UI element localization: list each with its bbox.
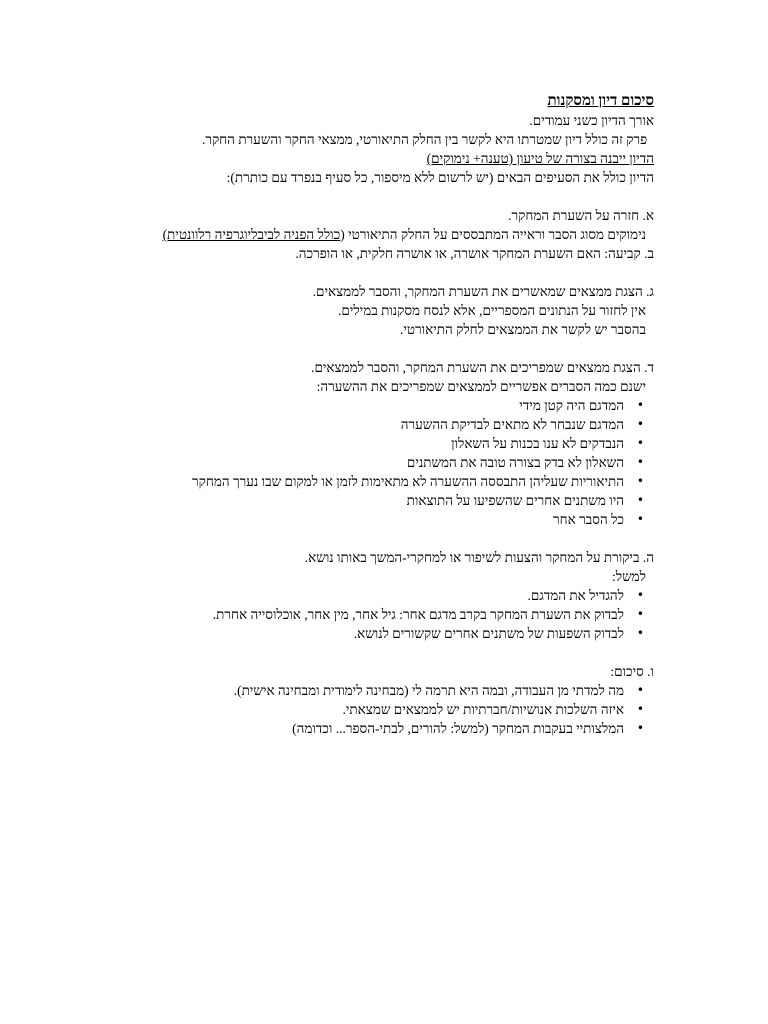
structure-note: הדיון ייבנה בצורה של טיעון (טענה+ נימוקים) [426, 151, 654, 166]
list-item: • היו משתנים אחרים שהשפיעו על התוצאות [108, 491, 654, 510]
list-item: • התיאוריות שעליהן התבססה ההשערה לא מתאימות לזמן או למקום שבו נערך המחקר [108, 472, 654, 491]
list-item: • השאלון לא בדק בצורה טובה את המשתנים [108, 453, 654, 472]
section-b-heading: ב. קביעה: האם השערת המחקר אושרה, או אושרה חלקית, או הופרכה. [295, 246, 654, 261]
list-item: • המדגם היה קטן מידי [108, 396, 654, 415]
list-item: • לבדוק השפעות של משתנים אחרים שקשורים לנושא. [108, 624, 654, 643]
section-a-body [108, 225, 654, 244]
doc-title: סיכום דיון ומסקנות [547, 93, 654, 109]
section-a-body-text: נימוקים מסוג הסבר וראייה המתבססים על החלק התיאורטי ( [340, 227, 646, 242]
section-f-heading: ו. סיכום: [610, 664, 654, 679]
section-a-body-underlined: כולל הפניה לביבליוגרפיה רלוונטית) [162, 227, 341, 242]
intro-paragraph [108, 130, 654, 149]
section-d-heading: ד. הצגת ממצאים שמפריכים את השערת המחקר, והסבר לממצאים. [311, 360, 654, 375]
list-item: • להגדיל את המדגם. [108, 586, 654, 605]
list-item: • המדגם שנבחר לא מתאים לבדיקת ההשערה [108, 415, 654, 434]
list-item: • כל הסבר אחר [108, 510, 654, 529]
document-page [108, 91, 654, 738]
section-e-intro: למשל: [612, 569, 646, 584]
section-d-intro: ישנם כמה הסברים אפשריים לממצאים שמפריכים את ההשערה: [316, 379, 646, 394]
intro-text: פרק זה כולל דיון שמטרתו היא לקשר בין החלק התיאורטי, ממצאי החקר והשערת החקר. [201, 132, 648, 147]
section-f-list [108, 681, 654, 738]
list-item: • המלצותיי בעקבות המחקר (למשל: להורים, לבתי-הספר... וכדומה) [108, 719, 654, 738]
section-e-heading: ה. ביקורת על המחקר והצעות לשיפור או למחקרי-המשך באותו נושא. [304, 550, 654, 565]
section-c-line-1: אין לחזור על הנתונים המספריים, אלא לנסח מסקנות במילים. [338, 303, 646, 318]
section-e-list [108, 586, 654, 643]
section-d-list [108, 396, 654, 529]
list-item: • איזה השלכות אנושיות/חברתיות יש לממצאים שמצאתי. [108, 700, 654, 719]
list-item: • הנבדקים לא ענו בכנות על השאלון [108, 434, 654, 453]
section-c-line-2: בהסבר יש לקשר את הממצאים לחלק התיאורטי. [399, 322, 646, 337]
sections-note: הדיון כולל את הסעיפים הבאים (יש לרשום ללא מיספור, כל סעיף בנפרד עם כותרת): [226, 170, 654, 185]
section-c-heading: ג. הצגת ממצאים שמאשרים את השערת המחקר, והסבר לממצאים. [312, 284, 654, 299]
list-item: • מה למדתי מן העבודה, ובמה היא תרמה לי (מבחינה לימודית ומבחינה אישית). [108, 681, 654, 700]
section-a-heading: א. חזרה על השערת המחקר. [508, 208, 654, 223]
list-item: • לבדוק את השערת המחקר בקרב מדגם אחר: גיל אחר, מין אחר, אוכלוסייה אחרת. [108, 605, 654, 624]
length-note: אורך הדיון כשני עמודים. [529, 113, 654, 128]
